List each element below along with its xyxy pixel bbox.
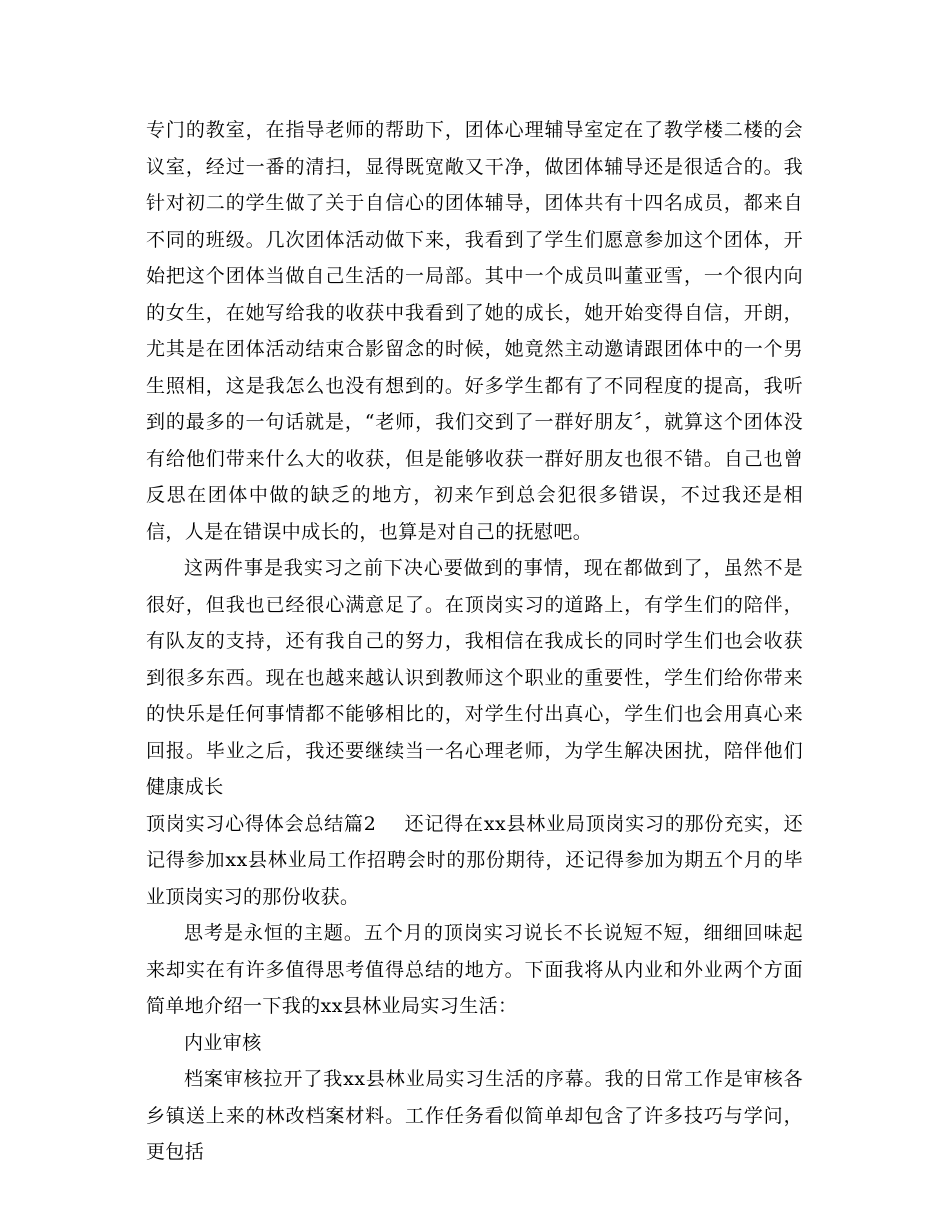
document-body	[146, 112, 803, 1171]
paragraph-archive-review: 档案审核拉开了我xx县林业局实习生活的序幕。我的日常工作是审核各乡镇送上来的林改档案材料。工作任务看似简单却包含了许多技巧与学问，更包括	[146, 1068, 803, 1163]
paragraph-reflection: 这两件事是我实习之前下决心要做到的事情，现在都做到了，虽然不是很好，但我也已经很心满意足了。在顶岗实习的道路上，有学生们的陪伴，有队友的支持，还有我自己的努力，我相信在我成长的同时学生们也会收获到很多东西。现在也越来越认识到教师这个职业的重要性，学生们给你带来的快乐是任何事情都不能够相比的，对学生付出真心，学生们也会用真心来回报。毕业之后，我还要继续当一名心理老师，为学生解决困扰，陪伴他们健康成长	[146, 557, 803, 798]
subheading-internal-review: 内业审核	[184, 1031, 262, 1054]
paragraph-thinking: 思考是永恒的主题。五个月的顶岗实习说长不长说短不短，细细回味起来却实在有许多值得思考值得总结的地方。下面我将从内业和外业两个方面简单地介绍一下我的xx县林业局实习生活：	[146, 922, 803, 1017]
paragraph-group-activity: 专门的教室，在指导老师的帮助下，团体心理辅导室定在了教学楼二楼的会议室，经过一番的清扫，显得既宽敞又干净，做团体辅导还是很适合的。我针对初二的学生做了关于自信心的团体辅导，团体共有十四名成员，都来自不同的班级。几次团体活动做下来，我看到了学生们愿意参加这个团体，开始把这个团体当做自己生活的一局部。其中一个成员叫董亚雪，一个很内向的女生，在她写给我的收获中我看到了她的成长，她开始变得自信，开朗，尤其是在团体活动结束合影留念的时候，她竟然主动邀请跟团体中的一个男生照相，这是我怎么也没有想到的。好多学生都有了不同程度的提高，我听到的最多的一句话就是，“老师，我们交到了一群好朋友〞，就算这个团体没有给他们带来什么大的收获，但是能够收获一群好朋友也很不错。自己也曾反思在团体中做的缺乏的地方，初来乍到总会犯很多错误，不过我还是相信，人是在错误中成长的，也算是对自己的抚慰吧。	[146, 119, 803, 543]
section-title: 顶岗实习心得体会总结篇2	[146, 812, 377, 835]
section-intro: 还记得在xx县林业局顶岗实习的那份充实，还记得参加xx县林业局工作招聘会时的那份期待，还记得参加为期五个月的毕业顶岗实习的那份收获。	[146, 812, 803, 908]
section-heading-line	[146, 806, 803, 916]
